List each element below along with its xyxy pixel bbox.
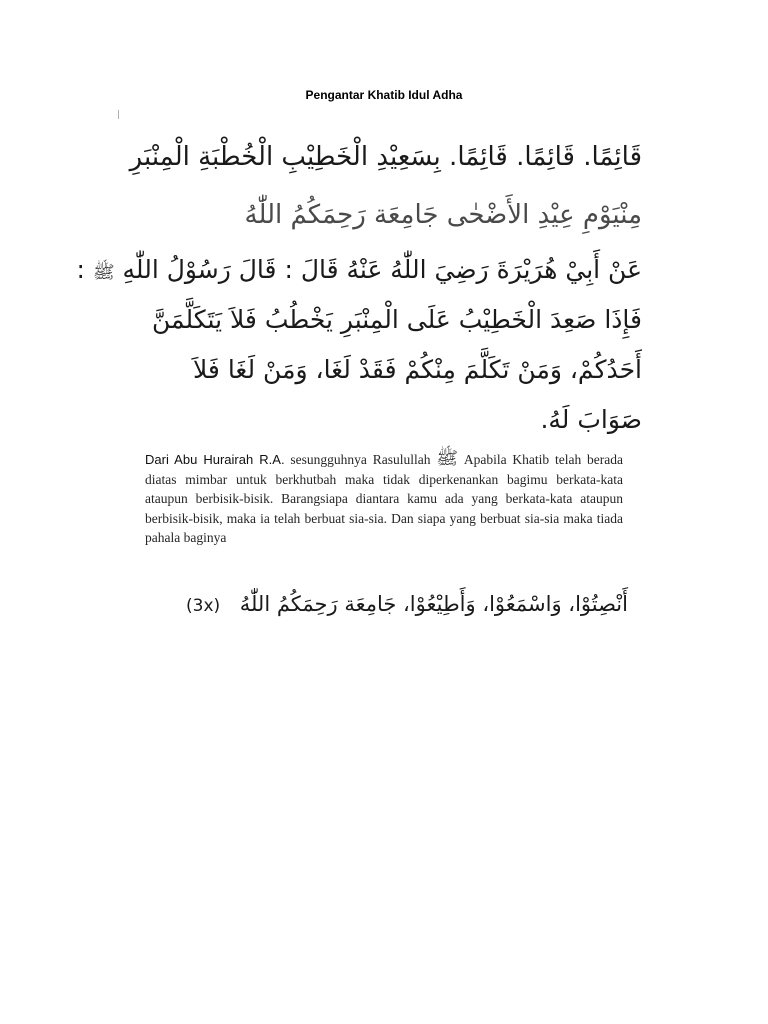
translation-text-1: sesungguhnya Rasulullah xyxy=(284,452,437,467)
translation-salawat-icon: ﷺ xyxy=(436,448,459,468)
hadith-translation xyxy=(145,449,623,548)
closing-line xyxy=(186,582,628,626)
page-title: Pengantar Khatib Idul Adha xyxy=(305,88,463,102)
hadith-line-4: صَوَابَ لَهُ. xyxy=(540,405,642,434)
hadith-line-1-text: عَنْ أَبِيْ هُرَيْرَةَ رَضِيَ اللّٰهُ عَنْهُ قَالَ : قَالَ رَسُوْلُ اللّٰهِ xyxy=(122,255,642,284)
opening-call-arabic xyxy=(130,128,642,244)
hadith-arabic xyxy=(76,245,642,445)
opening-call-line-2: مِنْيَوْمِ عِيْدِ الأَضْحٰى جَامِعَة رَحِمَكُمُ اللّٰهُ xyxy=(244,200,642,230)
margin-mark xyxy=(118,110,119,119)
salawat-icon: ﷺ xyxy=(92,262,115,283)
repeat-count: (3x) xyxy=(186,596,221,616)
closing-arabic: أَنْصِتُوْا، وَاسْمَعُوْا، وَأَطِيْعُوْا، جَامِعَة رَحِمَكُمُ اللّٰهُ xyxy=(239,592,628,616)
hadith-line-3: أَحَدُكُمْ، وَمَنْ تَكَلَّمَ مِنْكُمْ فَقَدْ لَغَا، وَمَنْ لَغَا فَلاَ xyxy=(193,355,642,384)
hadith-line-1-end: : xyxy=(76,255,85,284)
hadith-line-1 xyxy=(76,245,642,295)
translation-text-2: Apabila Khatib telah berada diatas mimbar untuk berkhutbah maka tidak diperkenankan bagimu berkata-kata ataupun berbisik-bisik. Barangsiapa diantara kamu ada yang berkata-kata ataupun berbisik-bisik, maka ia telah berbuat sia-sia. Dan siapa yang berbuat sia-sia maka tiada pahala baginya xyxy=(145,452,623,545)
opening-call-line-1: قَائِمًا. قَائِمًا. قَائِمًا. بِسَعِيْدِ الْخَطِيْبِ الْخُطْبَةِ الْمِنْبَرِ xyxy=(129,142,642,172)
translation-lead: Dari Abu Hurairah R.A. xyxy=(145,452,285,467)
hadith-line-2: فَإِذَا صَعِدَ الْخَطِيْبُ عَلَى الْمِنْبَرِ يَخْطُبُ فَلاَ يَتَكَلَّمَنَّ xyxy=(151,305,642,334)
